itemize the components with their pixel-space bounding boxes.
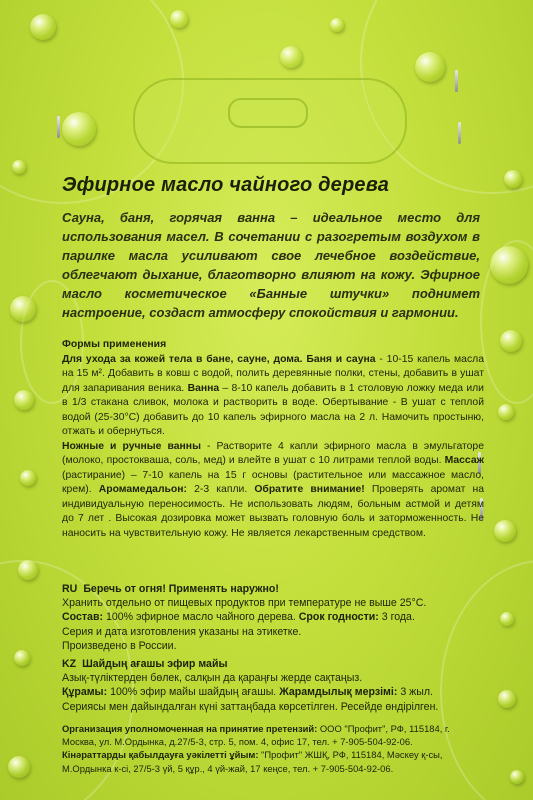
- organization-section: [62, 722, 486, 775]
- ru-origin: Произведено в России.: [62, 639, 177, 652]
- org-kz-text: "Профит" ЖШҚ, РФ, 115184, Мәскеу қ-сы, М.Ордынка к-сі, 27/5-3 үй, 5 құр., 4 үй-жай, 17 кеңсе, тел. + 7-905-504-92-06.: [62, 749, 443, 774]
- bath-label: Для ухода за кожей тела в бане, сауне, дома. Баня и сауна: [62, 353, 376, 365]
- usage-heading: Формы применения: [62, 339, 167, 350]
- usage-body-2: [62, 440, 484, 542]
- water-drop: [30, 14, 56, 40]
- kz-title-line: [62, 657, 484, 671]
- ru-shelf-label: Срок годности:: [298, 611, 379, 624]
- water-drop: [498, 404, 514, 420]
- massage-text: (растирание) – 7-10 капель на 15 г основы (растительное или массажное масло, крем).: [62, 469, 484, 495]
- ru-section: [62, 582, 484, 653]
- water-drop: [10, 296, 36, 322]
- water-drop: [14, 650, 30, 666]
- water-drop: [504, 170, 522, 188]
- water-drop: [12, 160, 26, 174]
- org-kz-label: Кінәраттарды қабылдауға уәкілетті ұйым:: [62, 749, 259, 761]
- water-drop: [500, 612, 514, 626]
- bath-text: - 10-15 капель масла на 15 м². Добавить в ковш с водой, полить деревянные полки, стены, добавить в ушат для запаривания веника.: [62, 353, 484, 394]
- massage-label: Массаж: [444, 455, 484, 466]
- kz-storage: Азық-түліктерден бөлек, салқын да қараңғы жерде сақтаңыз.: [62, 672, 363, 685]
- org-kz: [62, 748, 486, 774]
- ru-shelf: 3 года.: [378, 611, 415, 624]
- water-drop: [8, 756, 30, 778]
- ru-composition: 100% эфирное масло чайного дерева.: [103, 611, 299, 624]
- staple: [458, 122, 461, 144]
- water-drop: [494, 520, 516, 542]
- attention-text: Проверять аромат на индивидуальную переносимость. Не использовать людям, больным астмой и детям до 7 лет . Высокая дозировка может вызвать головную боль и заторможенность. Не наносить на чувствительную кожу. Не является лекарственным средством.: [62, 484, 485, 539]
- kz-section: [62, 657, 484, 714]
- tub-text: – 8-10 капель добавить в 1 столовую ложку меда или в 1/3 стакана сливок, молока и растворить в воде. Обертывание - В ушат с теплой водой (25-30°C) добавить до 10 капель эфирного масла на 2 л. Намочить простыню, отжать и обернуться.: [62, 382, 484, 437]
- hang-slot: [228, 98, 308, 128]
- org-ru: [62, 722, 486, 748]
- water-drop: [20, 470, 36, 486]
- water-drop: [330, 18, 344, 32]
- org-ru-label: Организация уполномоченная на принятие претензий:: [62, 723, 318, 734]
- ru-composition-label: Состав:: [62, 611, 103, 624]
- water-drop: [500, 330, 522, 352]
- tub-label: Ванна: [187, 382, 220, 394]
- water-drop: [62, 112, 96, 146]
- water-drop: [280, 46, 302, 68]
- ru-warning-line: [62, 582, 484, 596]
- water-drop: [18, 560, 38, 580]
- water-drop: [490, 246, 528, 284]
- water-drop: [14, 390, 34, 410]
- aroma-text: 2-3 капли.: [187, 484, 255, 495]
- kz-composition-line: [62, 685, 484, 699]
- ru-batch: Серия и дата изготовления указаны на этикетке.: [62, 625, 302, 638]
- staple: [57, 116, 60, 138]
- intro-paragraph: Сауна, баня, горячая ванна – идеальное место для использования масел. В сочетании с разогретым воздухом в парилке масла усиливают свое лечебное воздействие, облегчают дыхание, благотворно влияют на кожу. Эфирное масло косметическое «Банные штучки» поднимет настроение, создаст атмосферу спокойствия и гармонии.: [62, 210, 480, 320]
- kz-title: Шайдың ағашы эфир майы: [82, 658, 228, 670]
- kz-composition: 100% эфир майы шайдың ағашы.: [107, 686, 280, 699]
- foot-bath-label: Ножные и ручные ванны: [62, 440, 201, 452]
- water-drop: [498, 690, 516, 708]
- ru-storage: Хранить отдельно от пищевых продуктов при температуре не выше 25°C.: [62, 597, 427, 610]
- water-drop: [510, 770, 524, 784]
- kz-shelf-label: Жарамдылық мерзімі:: [279, 686, 398, 699]
- ru-lang-code: RU: [62, 583, 78, 595]
- staple: [455, 70, 458, 92]
- foot-bath-text: - Растворите 4 капли эфирного масла в эмульгаторе (молоко, простокваша, соль, мед) и влейте в ушат с 10 литрами теплой воды.: [62, 440, 484, 466]
- aroma-label: Аромамедальон:: [98, 484, 188, 495]
- water-drop: [170, 10, 188, 28]
- water-drop: [415, 52, 445, 82]
- kz-lang-code: KZ: [62, 658, 77, 670]
- org-ru-text: ООО "Профит", РФ, 115184, г. Москва, ул. М.Ордынка, д.27/5-3, стр. 5, пом. 4, офис 17, тел. + 7-905-504-92-06.: [62, 723, 450, 748]
- product-title: Эфирное масло чайного дерева: [62, 174, 390, 196]
- usage-body: [62, 353, 484, 440]
- kz-composition-label: Құрамы:: [62, 686, 108, 699]
- ru-composition-line: [62, 610, 484, 624]
- kz-shelf: 3 жыл.: [397, 686, 433, 699]
- kz-batch: Сериясы мен дайындалған күні заттаңбада көрсетілген. Ресейде өндірілген.: [62, 700, 439, 713]
- usage-section: [62, 338, 484, 541]
- ru-warning: Беречь от огня! Применять наружно!: [83, 583, 279, 595]
- attention-label: Обратите внимание!: [254, 484, 365, 495]
